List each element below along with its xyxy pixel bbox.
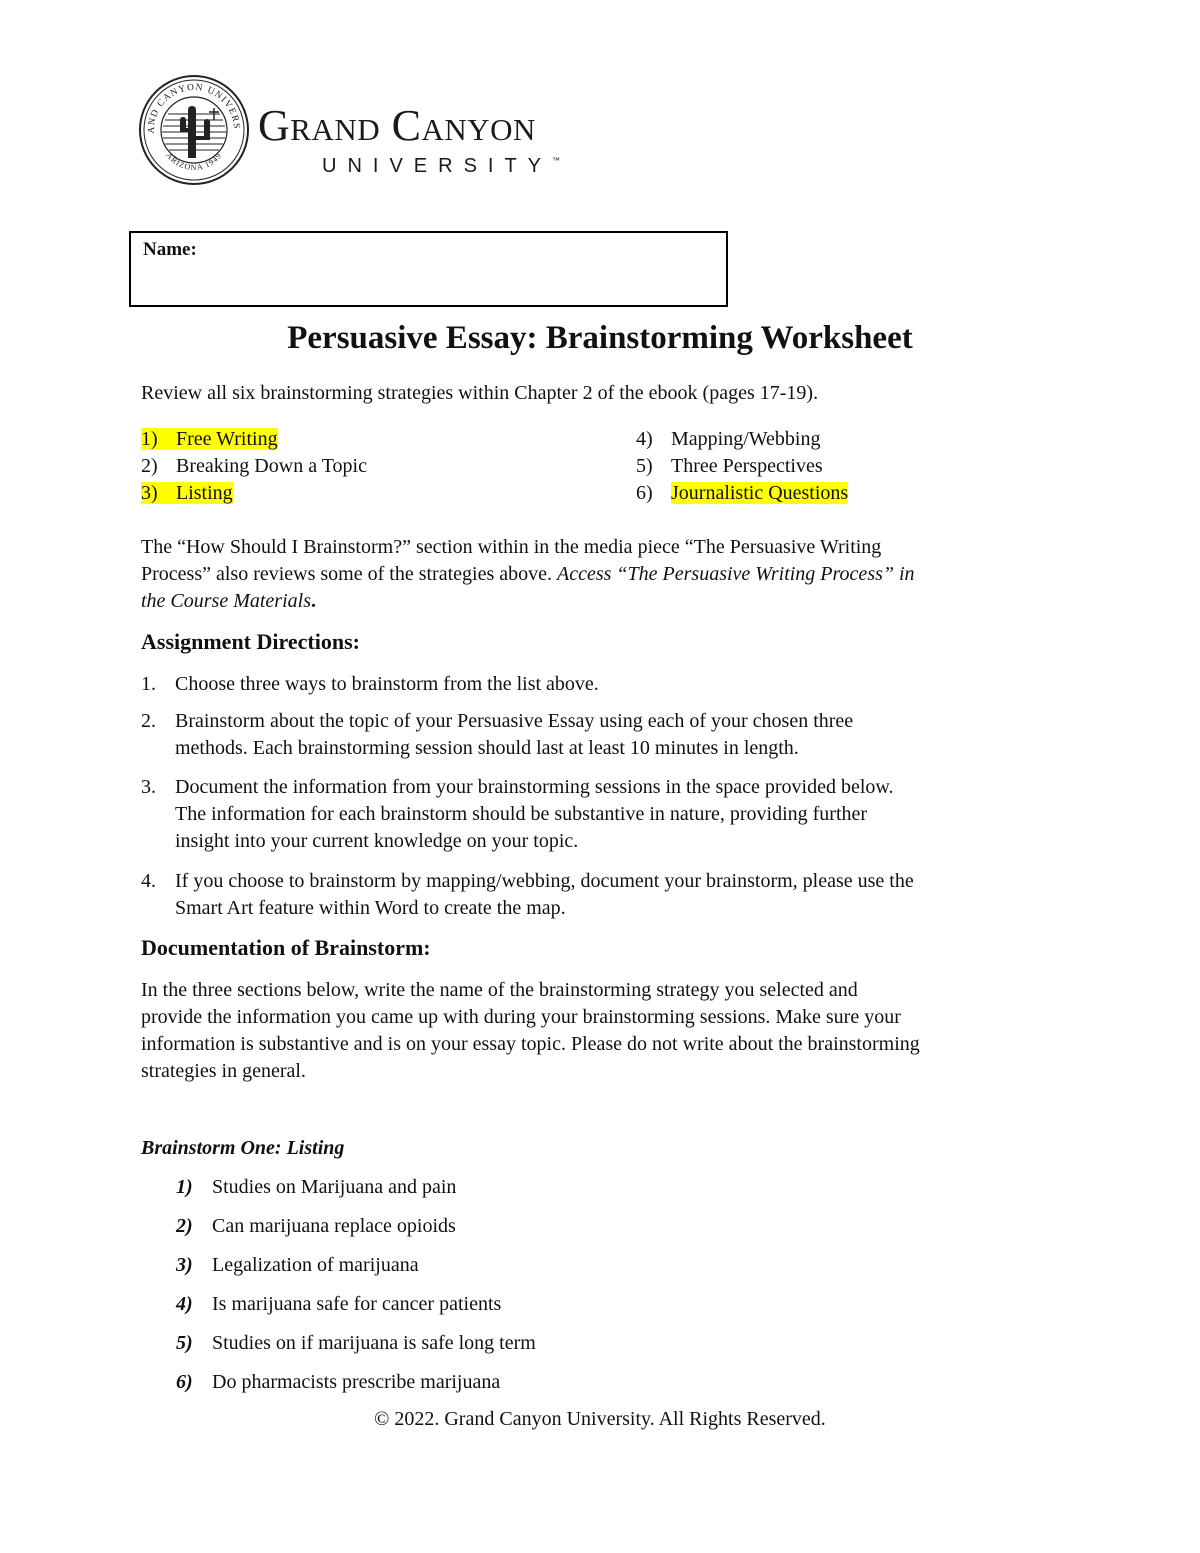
documentation-line: strategies in general. bbox=[141, 1060, 306, 1082]
brainstorm-item-text: Studies on Marijuana and pain bbox=[212, 1176, 457, 1198]
brainstorm-item bbox=[176, 1330, 536, 1357]
university-seal bbox=[138, 74, 250, 186]
strategy-label: Free Writing bbox=[176, 428, 278, 450]
strategy-label: Listing bbox=[176, 482, 233, 504]
strategy-item bbox=[636, 426, 848, 453]
logo-university-text bbox=[322, 156, 560, 176]
direction-number: 4. bbox=[141, 870, 156, 892]
documentation-text bbox=[141, 977, 1101, 1085]
direction-text bbox=[175, 774, 1075, 855]
direction-text bbox=[175, 868, 1075, 922]
brainstorm-item-number: 6) bbox=[176, 1371, 193, 1393]
strategy-highlight bbox=[141, 428, 278, 450]
strategy-item bbox=[636, 480, 848, 507]
brainstorm-item-number: 2) bbox=[176, 1215, 193, 1237]
strategy-label: Three Perspectives bbox=[671, 455, 823, 477]
directions-heading: Assignment Directions: bbox=[141, 629, 360, 654]
direction-line: The information for each brainstorm should be substantive in nature, providing further bbox=[175, 803, 868, 825]
direction-line: insight into your current knowledge on your topic. bbox=[175, 830, 579, 852]
media-note-line: The “How Should I Brainstorm?” section within in the media piece “The Persuasive Writing bbox=[141, 536, 882, 558]
brainstorm-item-text: Can marijuana replace opioids bbox=[212, 1215, 456, 1237]
strategies-left-column bbox=[141, 426, 367, 507]
brainstorm-one-heading: Brainstorm One: Listing bbox=[141, 1137, 345, 1159]
media-note bbox=[141, 534, 1091, 615]
brainstorm-item bbox=[176, 1291, 501, 1318]
strategy-number: 3) bbox=[141, 482, 158, 504]
media-note-text: Process” also reviews some of the strategies above. bbox=[141, 563, 557, 585]
seal-ring-text: AND CANYON UNIVERS bbox=[146, 82, 242, 134]
strategy-number: 5) bbox=[636, 455, 653, 477]
strategy-number: 1) bbox=[141, 428, 158, 450]
copyright-footer: © 2022. Grand Canyon University. All Rights Reserved. bbox=[374, 1408, 826, 1430]
brainstorm-item-number: 4) bbox=[176, 1293, 193, 1315]
direction-line: Document the information from your brainstorming sessions in the space provided below. bbox=[175, 776, 894, 798]
strategy-item bbox=[636, 453, 848, 480]
strategy-number: 4) bbox=[636, 428, 653, 450]
direction-line: methods. Each brainstorming session should last at least 10 minutes in length. bbox=[175, 737, 799, 759]
documentation-line: information is substantive and is on your essay topic. Please do not write about the brainstorming bbox=[141, 1033, 920, 1055]
media-note-period: . bbox=[311, 590, 316, 612]
strategy-label: Breaking Down a Topic bbox=[176, 455, 367, 477]
media-note-link-text: Access “The Persuasive Writing Process” in bbox=[557, 563, 915, 585]
intro-text: Review all six brainstorming strategies within Chapter 2 of the ebook (pages 17-19). bbox=[141, 382, 819, 404]
documentation-heading: Documentation of Brainstorm: bbox=[141, 935, 431, 960]
logo-university-word: UNIVERSITY bbox=[322, 155, 553, 177]
direction-line: Brainstorm about the topic of your Persuasive Essay using each of your chosen three bbox=[175, 710, 854, 732]
direction-line: Choose three ways to brainstorm from the list above. bbox=[175, 673, 599, 695]
documentation-line: In the three sections below, write the name of the brainstorming strategy you selected and bbox=[141, 979, 858, 1001]
brainstorm-item-text: Is marijuana safe for cancer patients bbox=[212, 1293, 502, 1315]
direction-number: 3. bbox=[141, 776, 156, 798]
brainstorm-item-text: Do pharmacists prescribe marijuana bbox=[212, 1371, 501, 1393]
direction-line: Smart Art feature within Word to create the map. bbox=[175, 897, 566, 919]
media-note-line bbox=[141, 561, 1091, 588]
strategy-item bbox=[141, 480, 367, 507]
media-note-link-text: the Course Materials bbox=[141, 590, 311, 612]
strategy-item bbox=[141, 426, 367, 453]
strategy-label: Journalistic Questions bbox=[671, 482, 849, 504]
brainstorm-item bbox=[176, 1369, 500, 1396]
brainstorm-item bbox=[176, 1252, 419, 1279]
brainstorm-item-text: Studies on if marijuana is safe long term bbox=[212, 1332, 536, 1354]
brainstorm-item bbox=[176, 1213, 456, 1240]
strategy-item bbox=[141, 453, 367, 480]
strategy-label: Mapping/Webbing bbox=[671, 428, 821, 450]
brainstorm-item-number: 5) bbox=[176, 1332, 193, 1354]
direction-line: If you choose to brainstorm by mapping/webbing, document your brainstorm, please use the bbox=[175, 870, 914, 892]
direction-text bbox=[175, 708, 1075, 762]
logo-wordmark: Grand Canyon bbox=[258, 101, 536, 150]
strategy-number: 6) bbox=[636, 482, 653, 504]
brainstorm-item bbox=[176, 1174, 456, 1201]
name-field[interactable] bbox=[129, 231, 728, 307]
direction-number: 1. bbox=[141, 673, 156, 695]
strategies-right-column bbox=[636, 426, 848, 507]
brainstorm-item-text: Legalization of marijuana bbox=[212, 1254, 419, 1276]
documentation-line: provide the information you came up with during your brainstorming sessions. Make sure your bbox=[141, 1006, 901, 1028]
page-title: Persuasive Essay: Brainstorming Worksheet bbox=[287, 320, 913, 356]
brainstorm-item-number: 1) bbox=[176, 1176, 193, 1198]
trademark-symbol: ™ bbox=[552, 156, 561, 165]
direction-number: 2. bbox=[141, 710, 156, 732]
seal-bottom-text: ARIZONA 1949 bbox=[164, 150, 224, 172]
strategy-number: 2) bbox=[141, 455, 158, 477]
media-note-line bbox=[141, 588, 1091, 615]
direction-text bbox=[175, 671, 1075, 698]
name-label: Name: bbox=[143, 239, 197, 260]
brainstorm-item-number: 3) bbox=[176, 1254, 193, 1276]
strategy-highlight bbox=[141, 482, 233, 504]
